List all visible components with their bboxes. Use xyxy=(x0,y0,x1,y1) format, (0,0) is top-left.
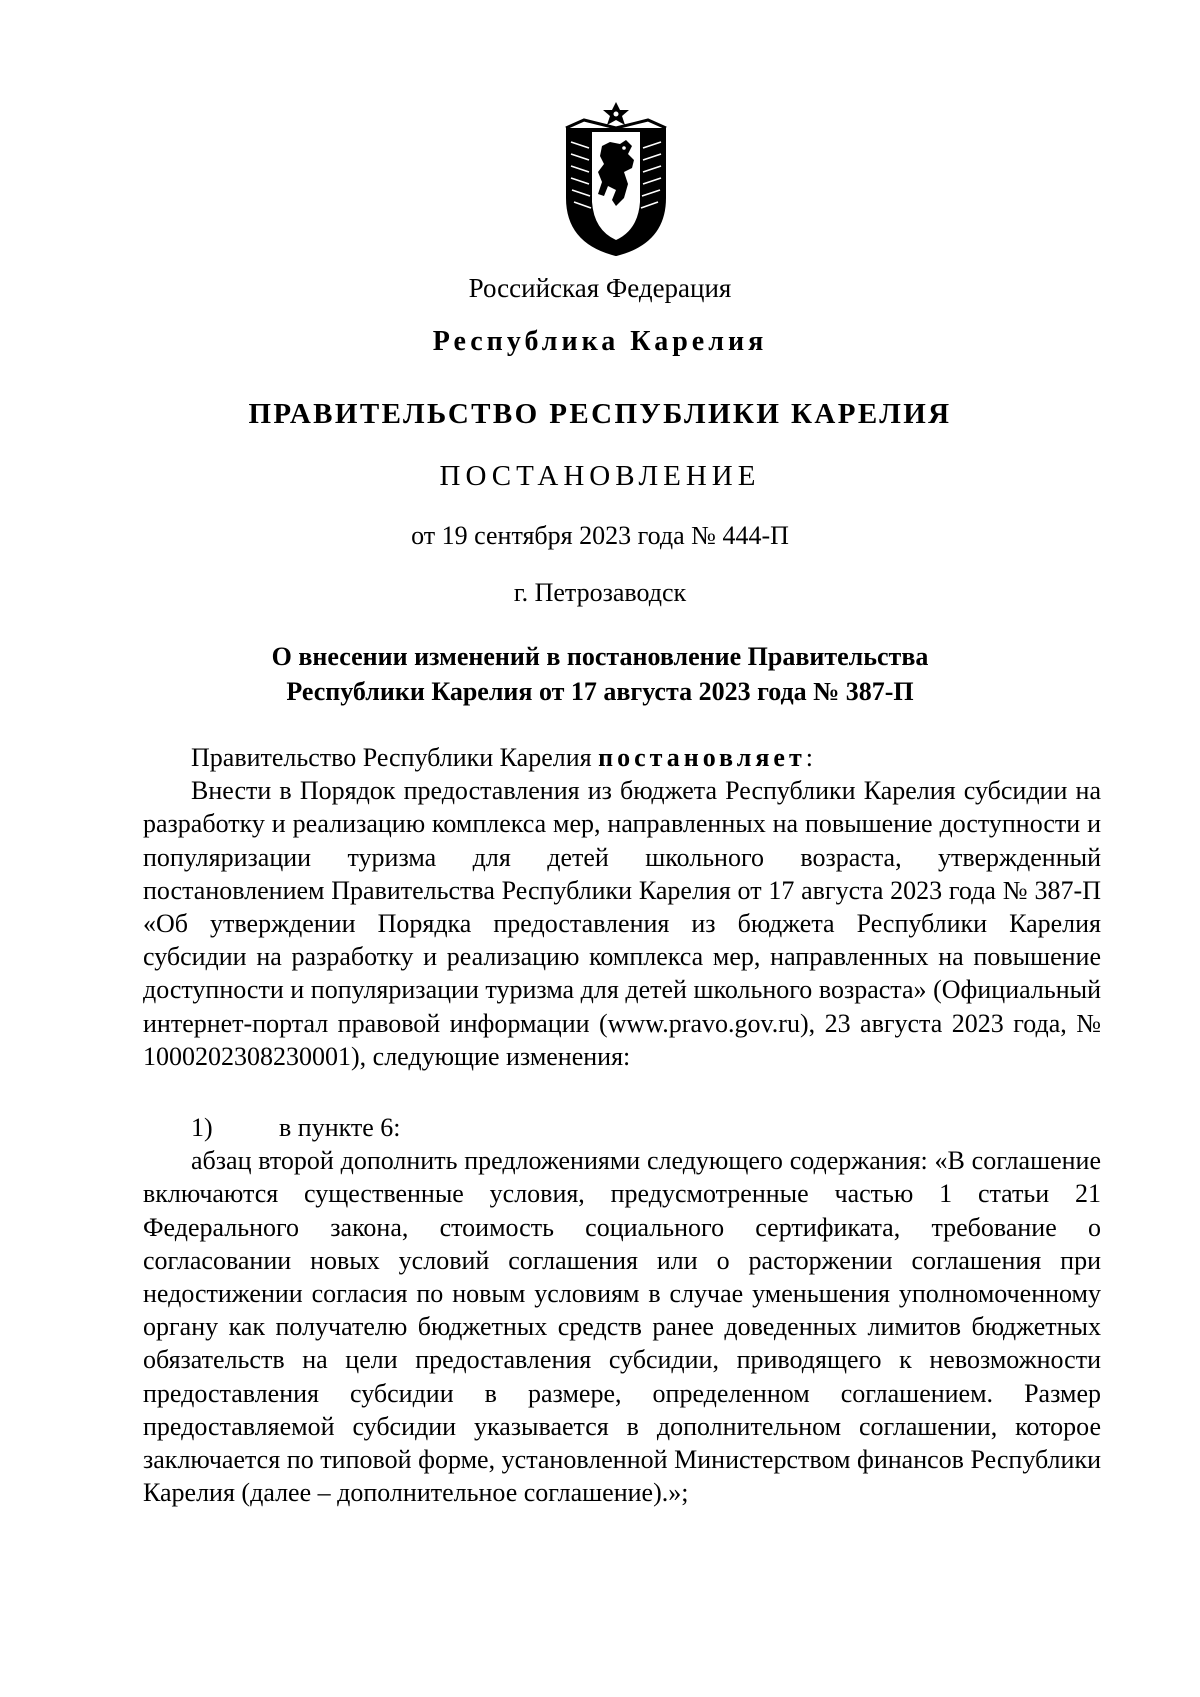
karelia-coat-of-arms-icon xyxy=(562,102,670,256)
intro-prefix: Правительство Республики Карелия xyxy=(191,743,599,772)
intro-line xyxy=(143,741,1101,774)
document-body-part-1 xyxy=(143,741,1101,1073)
paragraph-1: Внести в Порядок предоставления из бюджета Республики Карелия субсидии на разработку и реализацию комплекса мер, направленных на повышение доступности и популяризации туризма для детей школьного возраста, утвержденный постановлением Правительства Республики Карелия от 17 августа 2023 года № 387-П «Об утверждении Порядка предоставления из бюджета Республики Карелия субсидии на разработку и реализацию комплекса мер, направленных на повышение доступности и популяризации туризма для детей школьного возраста» (Официальный интернет-портал правовой информации (www.pravo.gov.ru), 23 августа 2023 года, № 1000202308230001), следующие изменения: xyxy=(143,776,1101,1071)
document-title-line-2: Республики Карелия от 17 августа 2023 года № 387-П xyxy=(286,677,914,706)
paragraph-2: абзац второй дополнить предложениями следующего содержания: «В соглашение включаются существенные условия, предусмотренные частью 1 статьи 21 Федерального закона, стоимость социального сертификата, требование о согласовании новых условий соглашения или о расторжении соглашения при недостижении согласия по новым условиям в случае уменьшения уполномоченному органу как получателю бюджетных средств ранее доведенных лимитов бюджетных обязательств на цели предоставления субсидии, приводящего к невозможности предоставления субсидии в размере, определенном соглашением. Размер предоставляемой субсидии указывается в дополнительном соглашении, которое заключается по типовой форме, установленной Министерством финансов Республики Карелия (далее – дополнительное соглашение).»; xyxy=(143,1146,1101,1508)
document-body-part-2 xyxy=(143,1111,1101,1509)
document-title-line-1: О внесении изменений в постановление Правительства xyxy=(271,642,929,671)
list-item-number: 1) xyxy=(191,1113,213,1142)
intro-suffix: : xyxy=(805,743,813,772)
government-name: ПРАВИТЕЛЬСТВО РЕСПУБЛИКИ КАРЕЛИЯ xyxy=(248,398,952,430)
republic-name: Республика Карелия xyxy=(432,326,768,357)
document-type: ПОСТАНОВЛЕНИЕ xyxy=(439,460,761,492)
intro-keyword: постановляет xyxy=(598,743,806,772)
document-city: г. Петрозаводск xyxy=(513,578,687,607)
document-date-number: от 19 сентября 2023 года № 444-П xyxy=(411,521,789,550)
list-item-1 xyxy=(143,1111,1101,1144)
list-item-text: в пункте 6: xyxy=(279,1113,401,1142)
country-name: Российская Федерация xyxy=(468,273,732,303)
